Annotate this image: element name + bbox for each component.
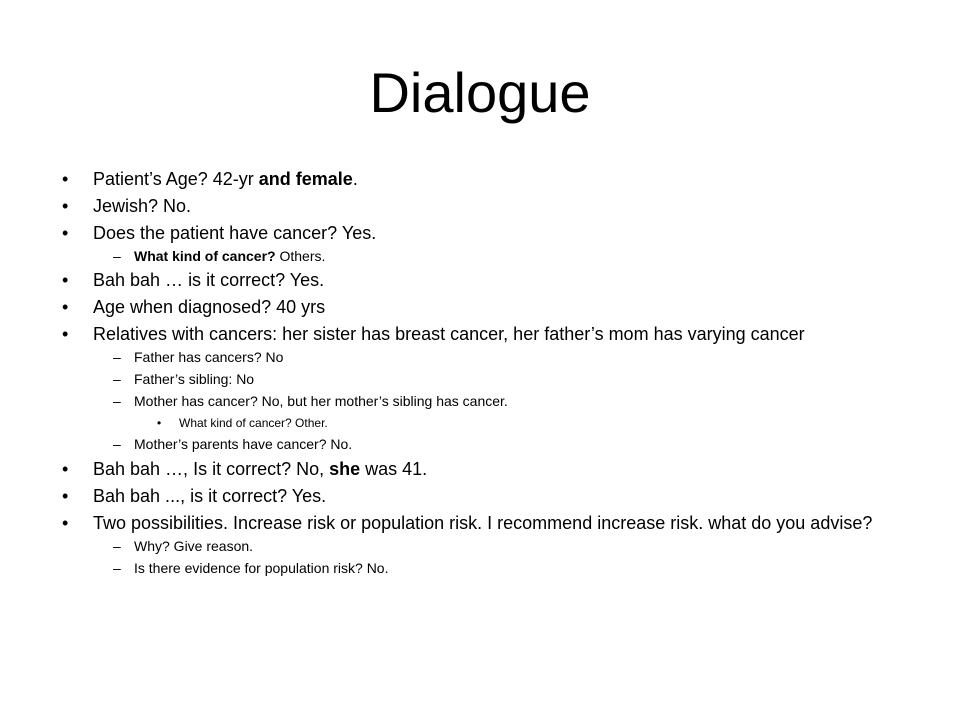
bullet-jewish: • Jewish? No. [62, 196, 192, 216]
bullet-marker: • [62, 459, 69, 479]
sub-bullet-father-sibling: – Father’s sibling: No [113, 371, 255, 387]
bullet-age-diagnosed: • Age when diagnosed? 40 yrs [62, 297, 326, 317]
bullet-bah-bah-3: • Bah bah ..., is it correct? Yes. [62, 486, 327, 506]
bullet-bah-bah-2: • Bah bah …, Is it correct? No, she was 41. [62, 459, 428, 479]
slide-title: Dialogue [369, 61, 591, 124]
dash-marker: – [113, 349, 121, 365]
bullet-patient-age: • Patient’s Age? 42-yr and female. [62, 169, 358, 189]
bullet-marker: • [62, 196, 69, 216]
bullet-marker: • [62, 324, 69, 344]
bullet-marker: • [62, 486, 69, 506]
bullet-has-cancer: • Does the patient have cancer? Yes. [62, 223, 377, 243]
bullet-marker: • [157, 416, 162, 430]
sub-bullet-kind-of-cancer: – What kind of cancer? Others. [113, 248, 326, 264]
bullet-list [62, 168, 922, 578]
sub-bullet-mother-parents: – Mother’s parents have cancer? No. [113, 436, 353, 452]
dash-marker: – [113, 248, 121, 264]
dash-marker: – [113, 538, 121, 554]
sub-bullet-mother: – Mother has cancer? No, but her mother’s sibling has cancer. [113, 393, 508, 409]
dash-marker: – [113, 371, 121, 387]
sub-bullet-evidence: – Is there evidence for population risk? No. [113, 560, 389, 576]
sub-bullet-why: – Why? Give reason. [113, 538, 254, 554]
bullet-bah-bah-1: • Bah bah … is it correct? Yes. [62, 270, 325, 290]
bullet-marker: • [62, 297, 69, 317]
bullet-marker: • [62, 513, 69, 533]
bullet-marker: • [62, 169, 69, 189]
bullet-marker: • [62, 223, 69, 243]
dash-marker: – [113, 393, 121, 409]
dash-marker: – [113, 436, 121, 452]
bullet-relatives: • Relatives with cancers: her sister has breast cancer, her father’s mom has varying cancer [62, 324, 805, 344]
bullet-marker: • [62, 270, 69, 290]
sub-bullet-father: – Father has cancers? No [113, 349, 284, 365]
sub-sub-bullet-kind: • What kind of cancer? Other. [157, 416, 328, 430]
dash-marker: – [113, 560, 121, 576]
bullet-two-possibilities: • Two possibilities. Increase risk or population risk. I recommend increase risk. what do you advise? [62, 513, 873, 533]
